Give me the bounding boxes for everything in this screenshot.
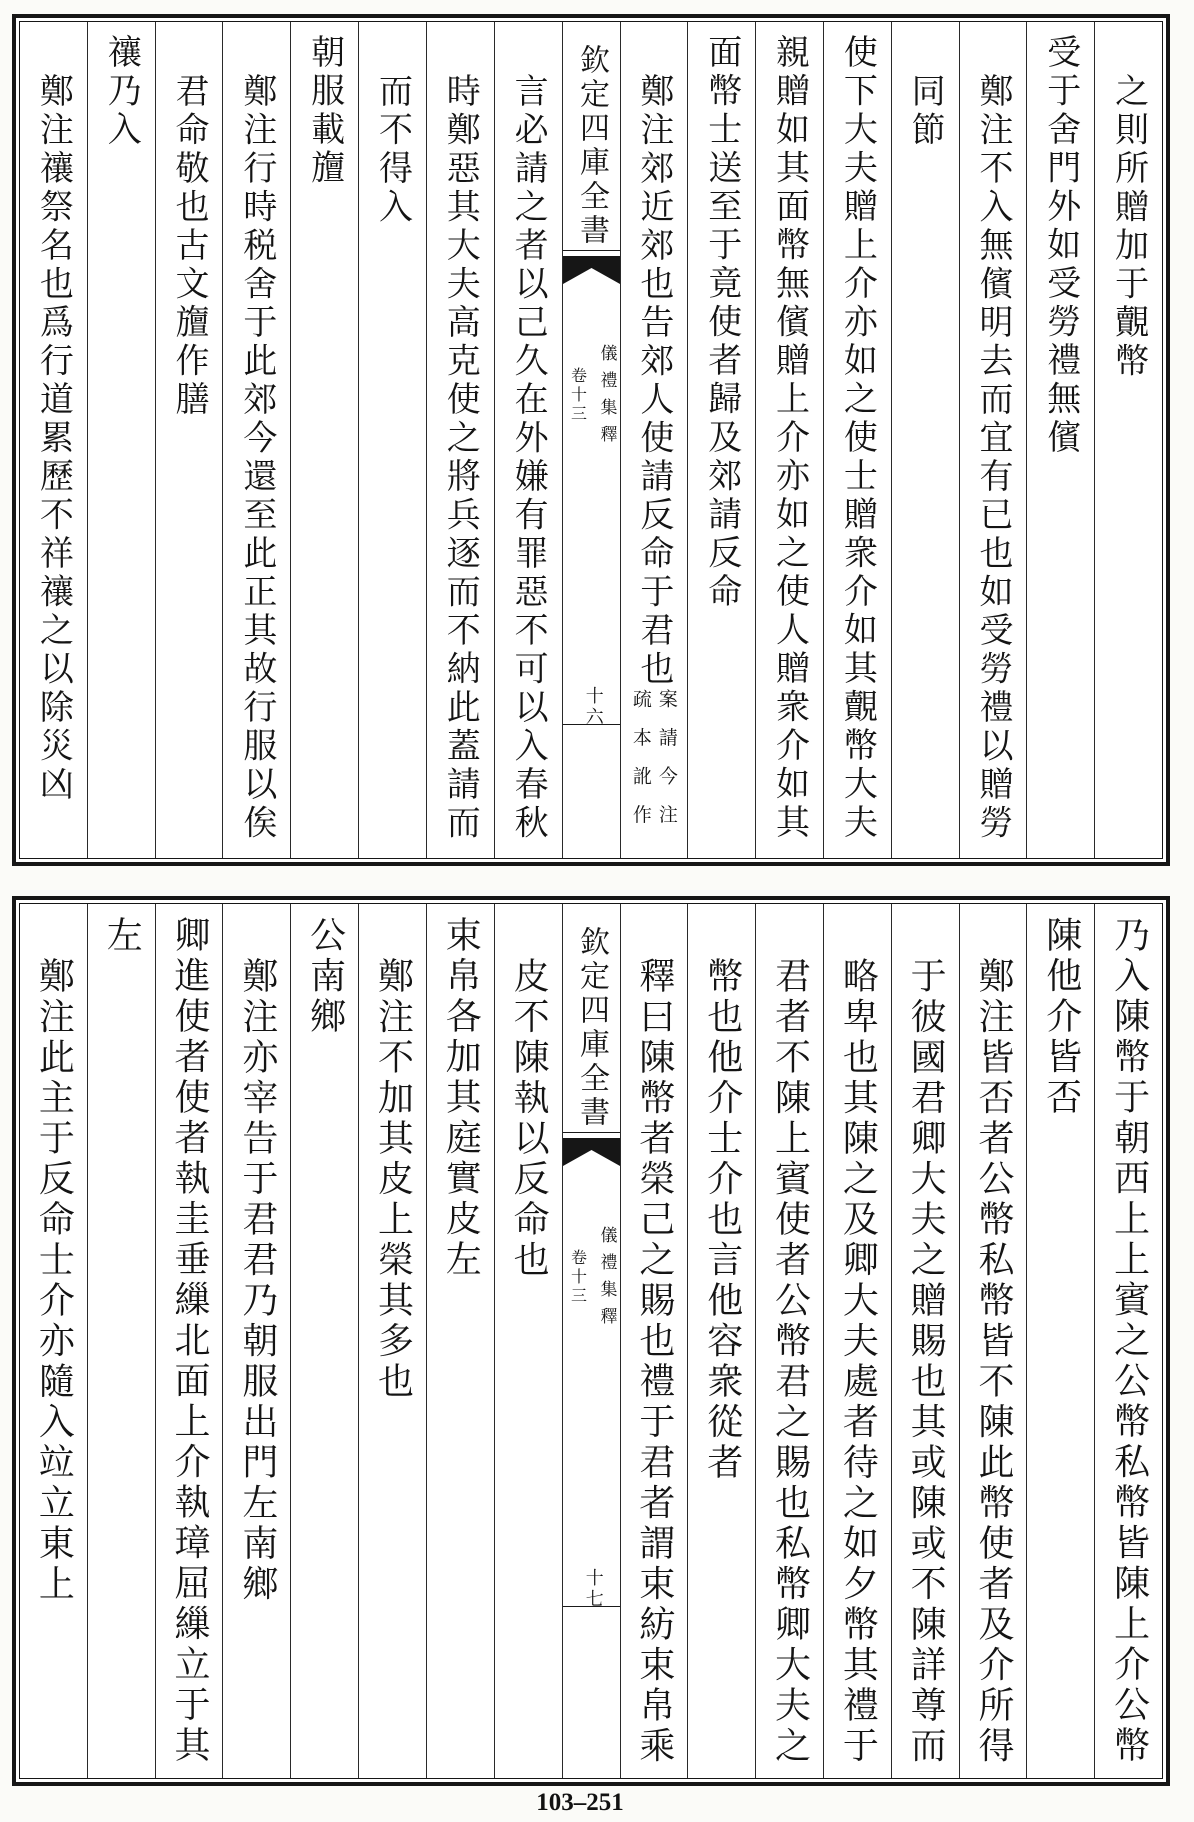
commentary-column xyxy=(426,22,494,858)
column-text: 同節 xyxy=(905,72,946,150)
collection-title: 欽定四庫全書 xyxy=(574,44,609,248)
classic-text-column xyxy=(755,22,823,858)
commentary-column xyxy=(823,904,891,1778)
column-text: 之則所贈加于覿幣 xyxy=(1108,72,1149,381)
margin-rule xyxy=(563,1132,620,1133)
leaf-number: 十六 xyxy=(582,686,604,728)
volume-number: 卷十三 xyxy=(568,367,588,424)
column-text: 卿進使者使者執圭垂繅北面上介執璋屈繅立于其 xyxy=(169,916,211,1767)
commentary-column xyxy=(1094,22,1162,858)
column-text: 鄭注不加其皮上榮其多也 xyxy=(372,956,414,1402)
column-text: 朝服載旜 xyxy=(304,34,345,188)
column-text: 釋曰陳幣者榮己之賜也禮于君者謂束紡束帛乘 xyxy=(633,956,675,1767)
leaf-number: 十七 xyxy=(582,1568,604,1610)
fish-tail-icon xyxy=(563,1138,620,1166)
classic-text-column xyxy=(87,904,155,1778)
column-text: 時鄭惡其大夫高克使之將兵逐而不納此蓋請而 xyxy=(440,72,481,843)
column-text: 鄭注禳祭名也爲行道累歷不祥禳之以除災凶 xyxy=(33,72,74,804)
interlinear-note: 案請今注疏本訛作 xyxy=(629,688,678,843)
column-text: 鄭注亦宰告于君君乃朝服出門左南鄉 xyxy=(236,956,278,1605)
column-text: 君命敬也古文旜作膳 xyxy=(169,72,210,419)
column-text: 使下大夫贈上介亦如之使士贈衆介如其覿幣大夫 xyxy=(837,34,878,843)
classic-text-column xyxy=(1026,22,1094,858)
classic-text-column xyxy=(823,22,891,858)
center-fold-margin xyxy=(562,22,620,858)
classic-text-column xyxy=(290,22,358,858)
commentary-column xyxy=(155,22,223,858)
margin-rule xyxy=(563,1606,620,1607)
column-text: 陳他介皆否 xyxy=(1040,916,1082,1119)
page-frame xyxy=(19,903,1163,1779)
column-text: 于彼國君卿大夫之贈賜也其或陳或不陳詳尊而 xyxy=(905,956,947,1767)
commentary-column xyxy=(20,22,87,858)
classic-text-column xyxy=(687,22,755,858)
classic-text-column xyxy=(87,22,155,858)
commentary-column xyxy=(687,904,755,1778)
column-text: 略卑也其陳之及卿大夫處者待之如夕幣其禮于 xyxy=(837,956,879,1767)
column-text: 親贈如其面幣無儐贈上介亦如之使人贈衆介如其 xyxy=(769,34,810,843)
column-text: 言必請之者以己久在外嫌有罪惡不可以入春秋 xyxy=(508,72,549,843)
book-title: 儀禮集釋 xyxy=(596,1226,617,1334)
book-title: 儀禮集釋 xyxy=(596,344,617,452)
classic-text-column xyxy=(1026,904,1094,1778)
margin-rule xyxy=(563,724,620,725)
column-text: 禳乃入 xyxy=(101,34,142,150)
commentary-column xyxy=(959,22,1027,858)
collection-title: 欽定四庫全書 xyxy=(574,926,609,1130)
commentary-column xyxy=(620,904,688,1778)
column-text: 而不得入 xyxy=(372,72,413,227)
commentary-column xyxy=(494,22,562,858)
commentary-column xyxy=(755,904,823,1778)
column-text: 君者不陳上賓使者公幣君之賜也私幣卿大夫之 xyxy=(769,956,811,1767)
volume-number: 卷十三 xyxy=(568,1249,588,1306)
classic-text-column xyxy=(426,904,494,1778)
commentary-column xyxy=(222,904,290,1778)
upper-page-panel xyxy=(12,14,1170,866)
column-text: 面幣士送至于竟使者歸及郊請反命 xyxy=(701,34,742,612)
commentary-column xyxy=(358,904,426,1778)
classic-text-column xyxy=(155,904,223,1778)
commentary-column xyxy=(959,904,1027,1778)
commentary-column xyxy=(222,22,290,858)
classic-text-column xyxy=(1094,904,1162,1778)
column-text: 鄭注行時税舍于此郊今還至此正其故行服以俟 xyxy=(236,72,277,843)
column-text: 幣也他介士介也言他容衆從者 xyxy=(701,956,743,1483)
column-text: 受于舍門外如受勞禮無儐 xyxy=(1040,34,1081,458)
column-text: 鄭注不入無儐明去而宜有已也如受勞禮以贈勞 xyxy=(972,72,1013,843)
commentary-column xyxy=(358,22,426,858)
lower-page-panel xyxy=(12,896,1170,1786)
classic-text-column xyxy=(290,904,358,1778)
column-text: 鄭注郊近郊也告郊人使請反命于君也 xyxy=(633,72,674,689)
column-text: 皮不陳執以反命也 xyxy=(508,956,550,1281)
column-text: 束帛各加其庭實皮左 xyxy=(440,916,482,1281)
column-text: 公南鄉 xyxy=(304,916,346,1038)
commentary-column xyxy=(20,904,87,1778)
page-footer-code: 103–251 xyxy=(536,1789,624,1816)
commentary-column xyxy=(891,904,959,1778)
column-text: 左 xyxy=(101,916,143,957)
column-text: 鄭注此主于反命士介亦隨入竝立東上 xyxy=(33,956,75,1605)
commentary-column xyxy=(494,904,562,1778)
column-text: 鄭注皆否者公幣私幣皆不陳此幣使者及介所得 xyxy=(972,956,1014,1767)
page-frame xyxy=(19,21,1163,859)
center-fold-margin xyxy=(562,904,620,1778)
commentary-column xyxy=(891,22,959,858)
column-text: 乃入陳幣于朝西上上賓之公幣私幣皆陳上介公幣 xyxy=(1108,916,1150,1767)
fish-tail-icon xyxy=(563,256,620,284)
margin-rule xyxy=(563,250,620,251)
commentary-column xyxy=(620,22,688,858)
